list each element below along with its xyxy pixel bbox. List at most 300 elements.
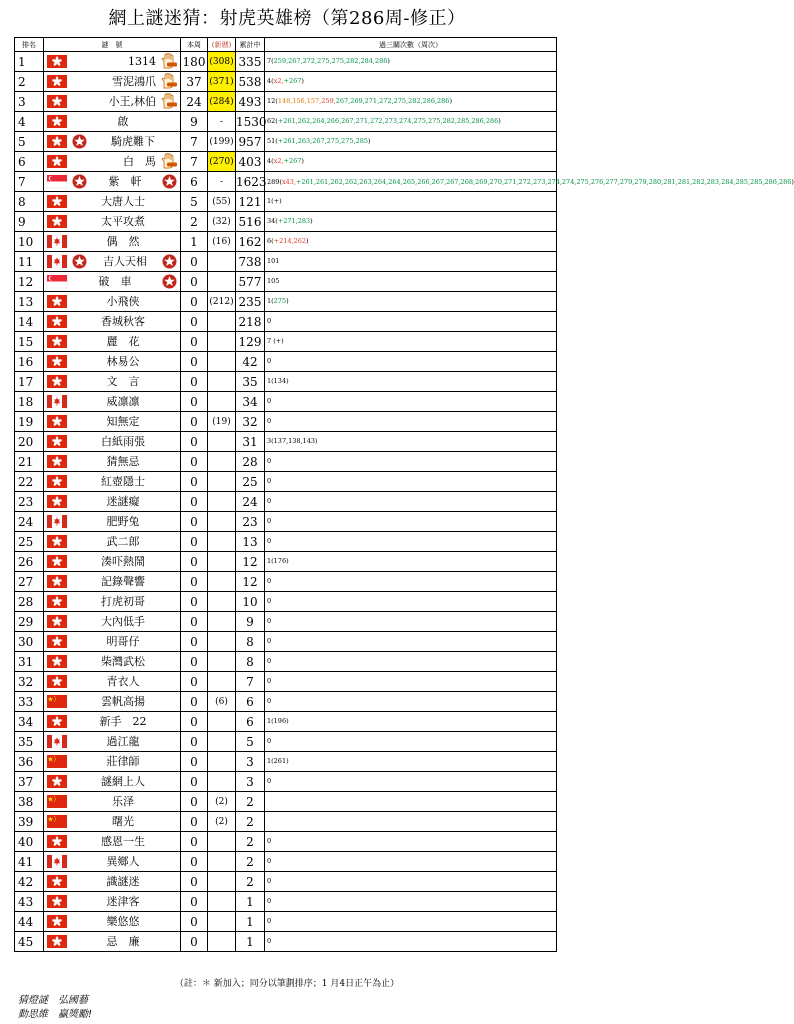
name-cell [44,452,181,472]
table-row [15,212,557,232]
canada-flag-icon [47,515,67,528]
record-segment: 275 [273,297,287,305]
total-score-cell: 23 [236,512,265,532]
total-score-cell: 1530 [236,112,265,132]
new-calendar-cell [208,912,236,932]
rank-cell: 20 [15,432,44,452]
rank-cell: 37 [15,772,44,792]
star-badge-icon [72,174,87,189]
total-score-cell: 3 [236,772,265,792]
name-cell [44,652,181,672]
hand-badge-icon [159,73,178,89]
player-name: 迷津客 [106,895,140,908]
new-calendar-cell [208,272,236,292]
record-cell [265,332,557,352]
total-score-cell: 3 [236,752,265,772]
record-cell [265,912,557,932]
hong-kong-flag-icon [47,915,67,928]
record-segment: 0 [267,737,272,745]
table-row [15,592,557,612]
rank-cell: 4 [15,112,44,132]
record-cell [265,892,557,912]
week-score-cell: 0 [181,812,208,832]
record-segment: 0 [267,657,272,665]
rank-cell: 24 [15,512,44,532]
record-cell [265,712,557,732]
record-cell [265,632,557,652]
table-row [15,292,557,312]
week-score-cell: 1 [181,232,208,252]
total-score-cell: 2 [236,832,265,852]
week-score-cell: 5 [181,192,208,212]
hong-kong-flag-icon [47,195,67,208]
signature-line-2: 動思維 贏獎勵! [18,1009,93,1020]
canada-flag-icon [47,235,67,248]
record-segment: 0 [267,677,272,685]
table-row [15,352,557,372]
new-calendar-cell [208,632,236,652]
hong-kong-flag-icon [47,715,67,728]
week-score-cell: 0 [181,932,208,952]
player-name: 林易公 [106,355,140,368]
record-segment: x43, [281,177,296,186]
player-name: 肥野兔 [106,515,140,528]
record-segment: 0 [267,777,272,785]
table-row [15,152,557,172]
new-calendar-cell [208,472,236,492]
player-name: 小王,林伯 [108,95,156,108]
week-score-cell: 0 [181,672,208,692]
rank-cell: 3 [15,92,44,112]
record-segment: 0 [267,537,272,545]
hong-kong-flag-icon [47,155,67,168]
record-segment: 34( [267,217,278,225]
new-calendar-cell [208,352,236,372]
record-segment: 1(134) [267,377,289,385]
week-score-cell: 0 [181,772,208,792]
total-score-cell: 335 [236,52,265,72]
total-score-cell: 9 [236,612,265,632]
new-calendar-cell [208,712,236,732]
table-row [15,792,557,812]
new-calendar-cell: (16) [208,232,236,252]
signature-line-1: 猜燈謎 弘國藝 [18,995,88,1006]
hong-kong-flag-icon [47,895,67,908]
week-score-cell: 0 [181,912,208,932]
total-score-cell: 2 [236,792,265,812]
total-score-cell: 218 [236,312,265,332]
new-calendar-cell [208,752,236,772]
canada-flag-icon [47,255,67,268]
header-name: 謎 號 [44,38,181,52]
new-calendar-cell: (32) [208,212,236,232]
player-name: 1314 [128,55,156,68]
record-cell [265,732,557,752]
page-title: 網上謎迷猜：射虎英雄榜（第286周-修正） [108,8,466,29]
total-score-cell: 31 [236,432,265,452]
total-score-cell: 35 [236,372,265,392]
total-score-cell: 577 [236,272,265,292]
player-name: 大內低手 [101,615,145,628]
total-score-cell: 162 [236,232,265,252]
name-cell [44,812,181,832]
new-calendar-cell: (199) [208,132,236,152]
record-segment: x2, [273,77,284,85]
new-calendar-cell: (308) [208,52,236,72]
name-cell [44,132,181,152]
record-segment: 0 [267,857,272,865]
table-row [15,432,557,452]
name-cell [44,272,181,292]
rank-cell: 25 [15,532,44,552]
record-cell [265,52,557,72]
week-score-cell: 6 [181,172,208,192]
table-row [15,492,557,512]
week-score-cell: 0 [181,452,208,472]
week-score-cell: 0 [181,272,208,292]
player-name: 知無定 [106,415,140,428]
record-segment: ) [286,297,289,305]
record-cell [265,572,557,592]
player-name: 武二郎 [106,535,140,548]
table-row [15,272,557,292]
week-score-cell: 0 [181,372,208,392]
hong-kong-flag-icon [47,935,67,948]
table-row [15,392,557,412]
player-name: 騎虎難下 [111,135,155,148]
record-cell [265,692,557,712]
week-score-cell: 0 [181,832,208,852]
name-cell [44,432,181,452]
week-score-cell: 0 [181,432,208,452]
rank-cell: 35 [15,732,44,752]
total-score-cell: 1 [236,892,265,912]
record-cell [265,592,557,612]
record-cell [265,512,557,532]
record-segment: 4( [267,77,274,85]
record-cell [265,312,557,332]
week-score-cell: 9 [181,112,208,132]
name-cell [44,572,181,592]
table-row [15,712,557,732]
name-cell [44,492,181,512]
week-score-cell: 0 [181,252,208,272]
rank-cell: 39 [15,812,44,832]
record-cell [265,812,557,832]
name-cell [44,752,181,772]
record-segment: 259, [321,97,336,105]
star-badge-icon [162,174,177,189]
player-name: 文 言 [106,375,140,388]
hand-badge-icon [159,93,178,109]
new-calendar-cell: (284) [208,92,236,112]
player-name: 謎網上人 [101,775,145,788]
china-flag-icon [47,755,67,768]
header-rank: 排名 [15,38,44,52]
record-cell [265,152,557,172]
footnote: （註：＊ 新加入；同分以筆劃排序；1 月4日正午為止） [174,979,400,989]
total-score-cell: 1 [236,912,265,932]
rank-cell: 7 [15,172,44,192]
week-score-cell: 37 [181,72,208,92]
hong-kong-flag-icon [47,415,67,428]
total-score-cell: 2 [236,852,265,872]
record-segment: 0 [267,877,272,885]
rank-cell: 19 [15,412,44,432]
new-calendar-cell [208,512,236,532]
total-score-cell: 28 [236,452,265,472]
name-cell [44,632,181,652]
rank-cell: 12 [15,272,44,292]
record-cell [265,192,557,212]
player-name: 啟 [117,115,129,128]
rank-cell: 30 [15,632,44,652]
rank-cell: 1 [15,52,44,72]
header-week: 本周 [181,38,208,52]
record-segment: 7 (+) [267,337,284,345]
table-row [15,852,557,872]
record-cell [265,392,557,412]
player-name: 識謎迷 [106,875,140,888]
new-calendar-cell [208,552,236,572]
table-row [15,132,557,152]
name-cell [44,172,181,192]
name-cell [44,692,181,712]
name-cell [44,892,181,912]
record-cell [265,72,557,92]
name-cell [44,212,181,232]
record-cell [265,852,557,872]
new-calendar-cell: (212) [208,292,236,312]
total-score-cell: 5 [236,732,265,752]
new-calendar-cell [208,252,236,272]
record-cell [265,672,557,692]
week-score-cell: 0 [181,552,208,572]
record-segment: 0 [267,477,272,485]
player-name: 明哥仔 [106,635,140,648]
record-segment: 4( [267,157,274,165]
record-cell [265,532,557,552]
record-cell [265,112,557,132]
rank-cell: 10 [15,232,44,252]
rank-cell: 42 [15,872,44,892]
record-segment: +267 [283,157,302,165]
table-row [15,892,557,912]
record-cell [265,352,557,372]
total-score-cell: 2 [236,872,265,892]
week-score-cell: 0 [181,592,208,612]
week-score-cell: 0 [181,312,208,332]
new-calendar-cell [208,372,236,392]
new-calendar-cell: (371) [208,72,236,92]
player-name: 紅壺隱士 [101,475,145,488]
total-score-cell: 957 [236,132,265,152]
player-name: 小飛俠 [106,295,140,308]
table-row [15,472,557,492]
record-segment: 1(196) [267,717,289,725]
table-row [15,732,557,752]
record-segment: 148,156,157, [277,97,322,105]
record-segment: 259,267,272,275,275,282,284,286 [273,57,388,65]
record-segment: 1(261) [267,757,289,765]
rank-cell: 33 [15,692,44,712]
record-segment: ) [310,217,313,225]
table-row [15,612,557,632]
name-cell [44,512,181,532]
name-cell [44,252,181,272]
rank-cell: 5 [15,132,44,152]
record-segment: ) [498,117,501,125]
table-row [15,672,557,692]
record-cell [265,252,557,272]
week-score-cell: 0 [181,332,208,352]
hong-kong-flag-icon [47,675,67,688]
total-score-cell: 12 [236,552,265,572]
table-row [15,632,557,652]
header-total: 累計中 [236,38,265,52]
china-flag-icon [47,795,67,808]
rank-cell: 14 [15,312,44,332]
player-name: 青衣人 [106,675,140,688]
hong-kong-flag-icon [47,75,67,88]
table-row [15,412,557,432]
week-score-cell: 0 [181,472,208,492]
record-cell [265,372,557,392]
week-score-cell: 0 [181,352,208,372]
table-row [15,192,557,212]
player-name: 雲帆高揚 [101,695,145,708]
name-cell [44,932,181,952]
table-row [15,772,557,792]
hong-kong-flag-icon [47,835,67,848]
player-name: 忌 廉 [106,935,140,948]
rank-cell: 26 [15,552,44,572]
rank-cell: 21 [15,452,44,472]
rank-cell: 34 [15,712,44,732]
header-new: (新曆) [208,38,236,52]
canada-flag-icon [47,855,67,868]
player-name: 乐泽 [112,795,134,808]
player-name: 新手 22 [99,715,147,728]
name-cell [44,612,181,632]
table-row [15,372,557,392]
total-score-cell: 493 [236,92,265,112]
name-cell [44,832,181,852]
canada-flag-icon [47,735,67,748]
record-segment: 51( [267,137,278,145]
total-score-cell: 738 [236,252,265,272]
table-row [15,512,557,532]
hong-kong-flag-icon [47,535,67,548]
rank-cell: 41 [15,852,44,872]
hong-kong-flag-icon [47,655,67,668]
player-name: 感恩一生 [101,835,145,848]
hong-kong-flag-icon [47,775,67,788]
hong-kong-flag-icon [47,555,67,568]
total-score-cell: 13 [236,532,265,552]
table-row [15,912,557,932]
total-score-cell: 235 [236,292,265,312]
player-name: 吉人天相 [103,255,147,268]
new-calendar-cell [208,672,236,692]
week-score-cell: 180 [181,52,208,72]
rank-cell: 44 [15,912,44,932]
record-segment: 1( [267,297,274,305]
record-segment: ) [449,97,452,105]
rank-cell: 15 [15,332,44,352]
week-score-cell: 0 [181,852,208,872]
table-row [15,252,557,272]
record-segment: 0 [267,597,272,605]
name-cell [44,712,181,732]
table-row [15,572,557,592]
new-calendar-cell [208,592,236,612]
week-score-cell: 0 [181,632,208,652]
record-cell [265,472,557,492]
star-badge-icon [162,254,177,269]
name-cell [44,552,181,572]
name-cell [44,392,181,412]
record-segment: 0 [267,357,272,365]
table-row [15,832,557,852]
player-name: 迷謎癡 [106,495,140,508]
player-name: 異鄉人 [106,855,140,868]
record-segment: 0 [267,697,272,705]
week-score-cell: 0 [181,732,208,752]
name-cell [44,152,181,172]
singapore-flag-icon [47,175,67,188]
name-cell [44,592,181,612]
name-cell [44,792,181,812]
new-calendar-cell [208,832,236,852]
header-record: 過三關次數（周次） [265,38,557,52]
hong-kong-flag-icon [47,355,67,368]
new-calendar-cell [208,492,236,512]
name-cell [44,472,181,492]
record-segment: 0 [267,417,272,425]
table-header-row [15,38,557,52]
new-calendar-cell: (2) [208,812,236,832]
table-row [15,692,557,712]
new-calendar-cell [208,852,236,872]
record-segment: 0 [267,577,272,585]
record-cell [265,932,557,952]
record-segment: +271,283 [277,217,311,225]
star-badge-icon [72,134,87,149]
total-score-cell: 6 [236,692,265,712]
total-score-cell: 10 [236,592,265,612]
hong-kong-flag-icon [47,615,67,628]
hong-kong-flag-icon [47,495,67,508]
new-calendar-cell [208,532,236,552]
new-calendar-cell [208,432,236,452]
name-cell [44,112,181,132]
record-cell [265,872,557,892]
name-cell [44,412,181,432]
name-cell [44,292,181,312]
hong-kong-flag-icon [47,315,67,328]
table-row [15,652,557,672]
name-cell [44,872,181,892]
week-score-cell: 0 [181,412,208,432]
name-cell [44,192,181,212]
rank-cell: 18 [15,392,44,412]
table-row [15,172,557,192]
total-score-cell: 516 [236,212,265,232]
name-cell [44,332,181,352]
rank-cell: 40 [15,832,44,852]
player-name: 莊律師 [106,755,140,768]
